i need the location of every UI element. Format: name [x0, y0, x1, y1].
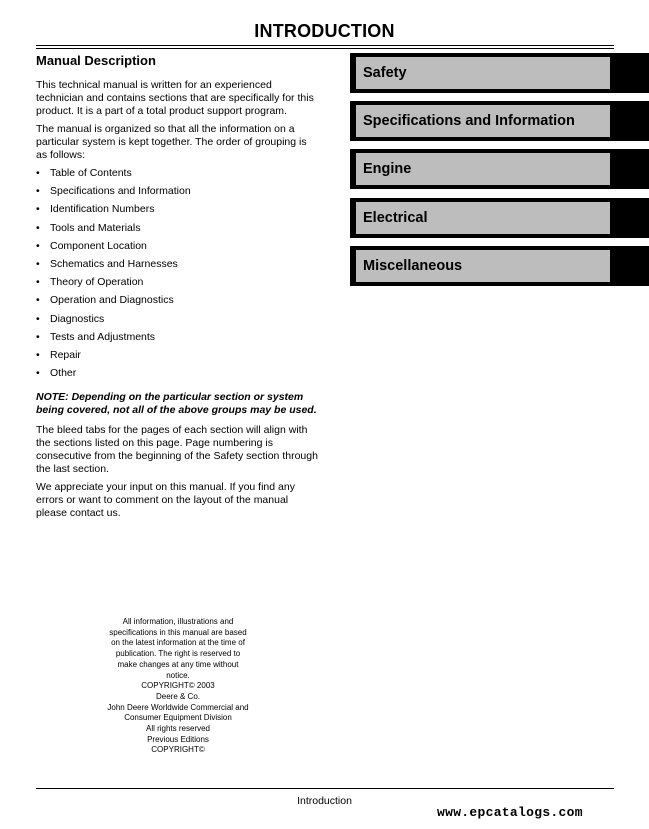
copyright-line: COPYRIGHT© 2003 — [141, 681, 215, 691]
tab-safety[interactable] — [350, 53, 649, 93]
copyright-line: All rights reserved — [145, 724, 211, 734]
tab-engine[interactable] — [350, 149, 649, 189]
list-item: • Table of Contents — [36, 167, 318, 185]
copyright-line: Deere & Co. — [155, 691, 201, 701]
footer-rule — [36, 788, 614, 789]
header-rule-secondary — [36, 48, 614, 49]
organized-paragraph: The manual is organized so that all the information on a particular system is kept together. The order of grouping is as follows: — [36, 123, 307, 161]
watermark-link[interactable]: www.epcatalogs.com — [437, 805, 583, 820]
list-item: • Theory of Operation — [36, 276, 318, 294]
copyright-line: All information, illustrations and — [122, 617, 234, 626]
tab-label: Safety — [356, 57, 610, 89]
list-item: • Tools and Materials — [36, 222, 318, 240]
tab-specifications[interactable] — [350, 101, 649, 141]
feedback-paragraph: We appreciate your input on this manual. If you find any errors or want to comment on the layout of the manual please contact us. — [36, 481, 295, 520]
tab-label: Specifications and Information — [356, 105, 610, 137]
group-list — [36, 167, 318, 385]
tab-miscellaneous[interactable] — [350, 246, 649, 286]
list-item: • Identification Numbers — [36, 203, 318, 221]
tab-electrical[interactable] — [350, 198, 649, 238]
copyright-line: COPYRIGHT© — [151, 745, 205, 755]
copyright-line: John Deere Worldwide Commercial and — [107, 702, 249, 712]
list-item: • Operation and Diagnostics — [36, 294, 318, 312]
copyright-line: specifications in this manual are based — [109, 627, 247, 637]
copyright-line: notice. — [166, 670, 190, 680]
footer-section-label: Introduction — [297, 795, 352, 807]
note-paragraph: NOTE: Depending on the particular section or system being covered, not all of the above groups may be used. — [36, 391, 317, 417]
copyright-line: make changes at any time without — [117, 659, 239, 669]
page-title: INTRODUCTION — [254, 21, 395, 41]
header-rule — [36, 45, 614, 46]
list-item: • Tests and Adjustments — [36, 331, 318, 349]
list-item: • Component Location — [36, 240, 318, 258]
copyright-line: Previous Editions — [147, 734, 209, 744]
list-item: • Repair — [36, 349, 318, 367]
copyright-line: publication. The right is reserved to — [115, 649, 241, 659]
copyright-line: on the latest information at the time of — [111, 638, 245, 648]
list-item: • Specifications and Information — [36, 185, 318, 203]
manual-description — [36, 52, 318, 525]
tab-label: Electrical — [356, 202, 610, 234]
copyright-notice — [98, 617, 258, 756]
bleed-tabs-paragraph: The bleed tabs for the pages of each section will align with the sections listed on this page. Page numbering is consecutive from the beginning of the Safety section through the last section. — [36, 424, 318, 476]
list-item: • Diagnostics — [36, 313, 318, 331]
tab-label: Miscellaneous — [356, 250, 610, 282]
tab-label: Engine — [356, 153, 610, 185]
copyright-line: Consumer Equipment Division — [124, 713, 232, 723]
section-heading: Manual Description — [36, 53, 156, 68]
intro-paragraph: This technical manual is written for an experienced technician and contains sections that are specifically for this product. It is a part of a total product support program. — [36, 79, 314, 117]
list-item: • Other — [36, 367, 318, 385]
list-item: • Schematics and Harnesses — [36, 258, 318, 276]
